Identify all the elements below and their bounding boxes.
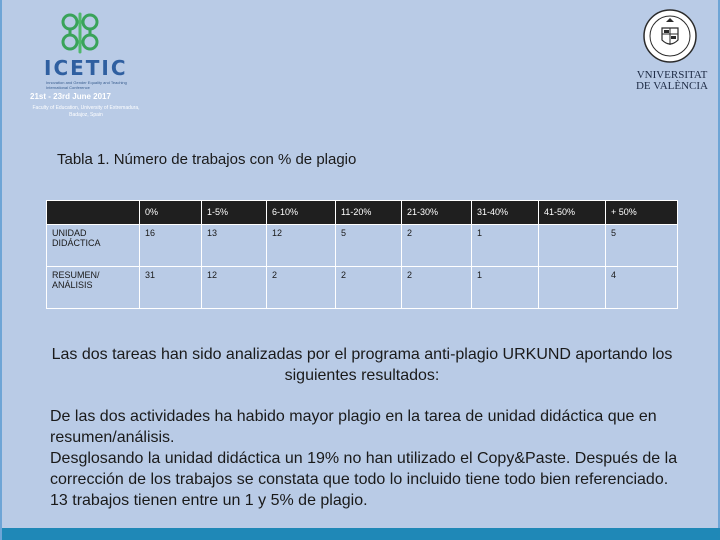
- table-cell: 31: [140, 267, 202, 309]
- row-label: RESUMEN/ ANÁLISIS: [47, 267, 140, 309]
- university-name-line1: VNIVERSITAT: [636, 69, 708, 81]
- table-cell: 5: [336, 225, 402, 267]
- logo-subtitle: Innovation and Gender Equality and Teaching International Conference: [46, 80, 127, 90]
- table-cell: 2: [267, 267, 336, 309]
- results-paragraph: Desglosando la unidad didáctica un 19% no han utilizado el Copy&Paste. Después de la corrección de los trabajos se constata que todo lo incluido tiene todo bien referenciado. 13 trabajos tienen entre un 1 y 5% de plagio.: [50, 450, 678, 509]
- plagiarism-table: [46, 200, 678, 309]
- table-cell: 1: [472, 267, 539, 309]
- table-header-cell: + 50%: [606, 201, 678, 225]
- table-header-cell: 11-20%: [336, 201, 402, 225]
- table-row: [47, 267, 678, 309]
- table-header-cell: [47, 201, 140, 225]
- table-header-cell: 21-30%: [402, 201, 472, 225]
- table-cell: 1: [472, 225, 539, 267]
- table-cell: 2: [336, 267, 402, 309]
- conference-dates: 21st - 23rd June 2017: [30, 92, 111, 101]
- university-name-line2: DE VALÈNCIA: [635, 80, 708, 92]
- university-seal-icon: [642, 8, 698, 64]
- table-header-cell: 31-40%: [472, 201, 539, 225]
- table-cell: 12: [202, 267, 267, 309]
- university-name: [632, 70, 712, 92]
- table-cell: 2: [402, 225, 472, 267]
- table-header-cell: 1-5%: [202, 201, 267, 225]
- table-header-cell: 41-50%: [539, 201, 606, 225]
- bottom-bar: [2, 528, 720, 540]
- table-header-cell: 6-10%: [267, 201, 336, 225]
- table-cell: [539, 225, 606, 267]
- table-cell: 2: [402, 267, 472, 309]
- table-cell: 16: [140, 225, 202, 267]
- table-cell: 13: [202, 225, 267, 267]
- table-header-row: [47, 201, 678, 225]
- conference-affiliation: Faculty of Education, University of Extremadura, Badajoz, Spain: [32, 105, 140, 118]
- table-cell: 12: [267, 225, 336, 267]
- table-cell: 5: [606, 225, 678, 267]
- table-caption: Tabla 1. Número de trabajos con % de plagio: [57, 151, 357, 168]
- row-label: UNIDAD DIDÁCTICA: [47, 225, 140, 267]
- logo-wordmark: ICETIC: [44, 56, 128, 80]
- table-cell: [539, 267, 606, 309]
- results-paragraph: De las dos actividades ha habido mayor plagio en la tarea de unidad didáctica que en resumen/análisis.: [50, 408, 657, 446]
- table-row: [47, 225, 678, 267]
- results-text: [50, 406, 690, 511]
- icetic-emblem-icon: [56, 10, 104, 56]
- university-logo: [632, 8, 712, 98]
- icetic-logo: [26, 8, 166, 118]
- table-header-cell: 0%: [140, 201, 202, 225]
- intro-paragraph: Las dos tareas han sido analizadas por el programa anti-plagio URKUND aportando los siguientes resultados:: [51, 346, 673, 384]
- table-cell: 4: [606, 267, 678, 309]
